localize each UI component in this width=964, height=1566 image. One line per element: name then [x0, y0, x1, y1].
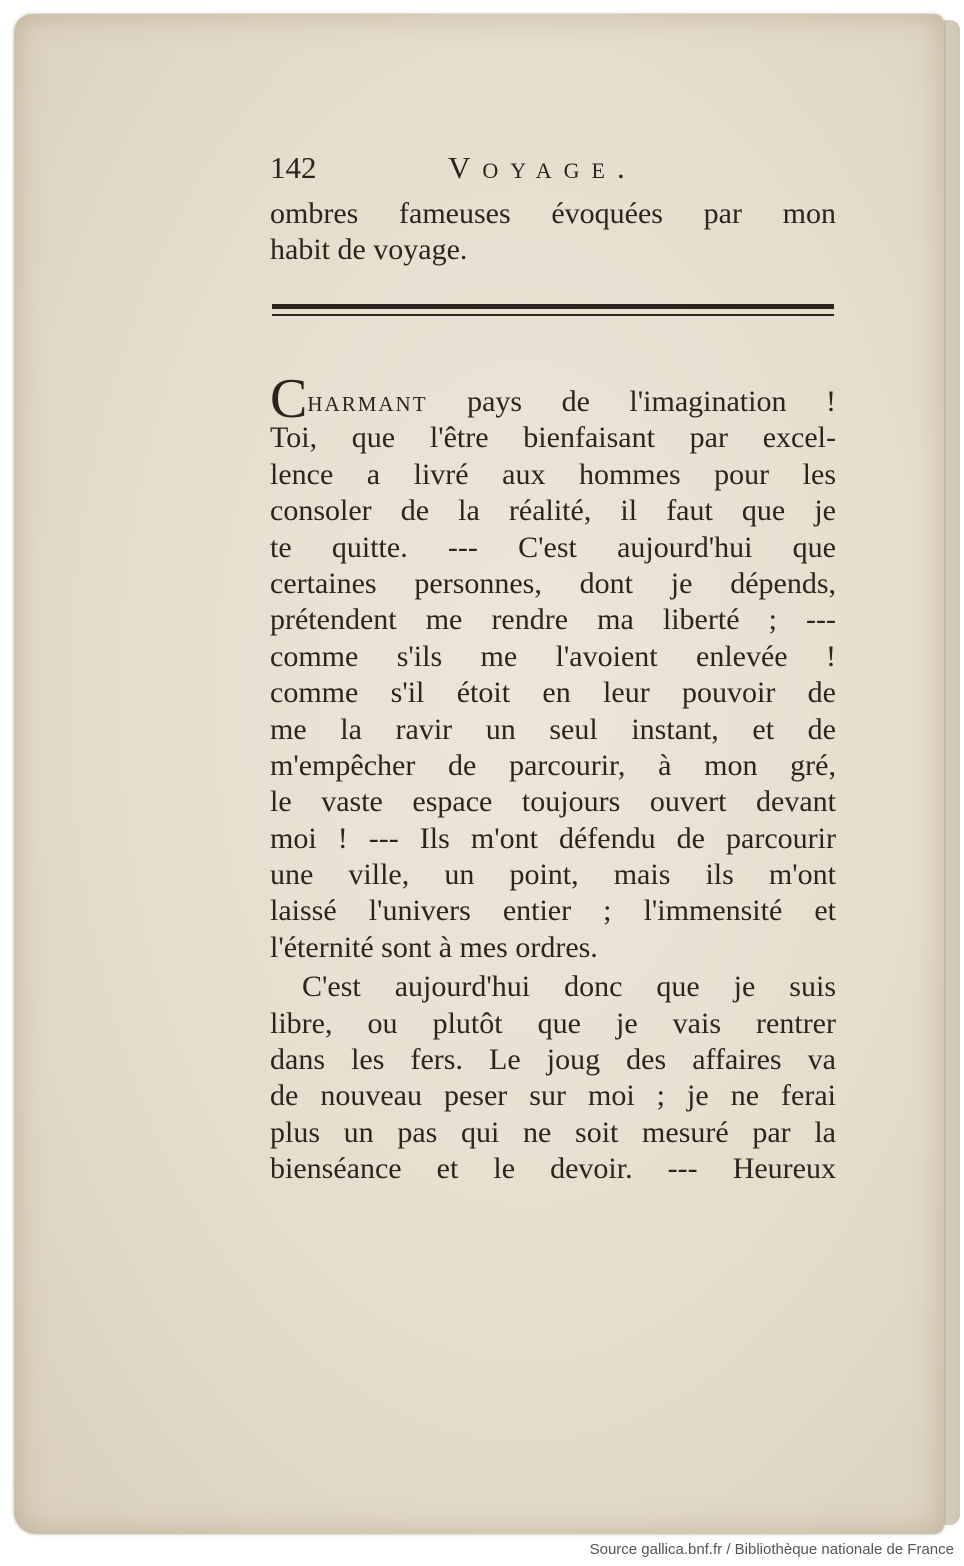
text-line: une ville, un point, mais ils m'ont — [270, 858, 836, 892]
text-line: m'empêcher de parcourir, à mon gré, — [270, 748, 836, 782]
text-line: comme s'il étoit en leur pouvoir de — [270, 676, 836, 710]
text-line: me la ravir un seul instant, et de — [270, 712, 836, 746]
paragraph-1 — [270, 420, 836, 966]
carryover-text — [270, 196, 836, 268]
text-line: lence a livré aux hommes pour les — [270, 457, 836, 491]
text-line: ombres fameuses évoquées par mon — [270, 197, 836, 230]
divider-thick-line — [272, 304, 834, 309]
first-word-smallcaps: harmant — [307, 385, 428, 418]
drop-initial: C — [270, 368, 308, 430]
text-line: laissé l'univers entier ; l'immensité et — [270, 894, 836, 928]
text-line: moi ! --- Ils m'ont défendu de parcourir — [270, 821, 836, 855]
first-line-rest: pays de l'imagination ! — [427, 385, 836, 418]
paragraph-2 — [270, 969, 836, 1187]
text-line: consoler de la réalité, il faut que je — [270, 494, 836, 528]
text-line: certaines personnes, dont je dépends, — [270, 566, 836, 600]
text-line: comme s'ils me l'avoient enlevée ! — [270, 639, 836, 673]
text-line: libre, ou plutôt que je vais rentrer — [270, 1006, 836, 1040]
running-title: Voyage. — [448, 150, 637, 185]
text-line: dans les fers. Le joug des affaires va — [270, 1043, 836, 1077]
section-body — [270, 368, 836, 1188]
page-number: 142 — [270, 150, 317, 185]
text-line: prétendent me rendre ma liberté ; --- — [270, 603, 836, 637]
text-line: le vaste espace toujours ouvert devant — [270, 785, 836, 819]
text-line: plus un pas qui ne soit mesuré par la — [270, 1115, 836, 1149]
source-credit: Source gallica.bnf.fr / Bibliothèque nationale de France — [589, 1541, 954, 1558]
first-line — [270, 368, 836, 430]
text-line: Toi, que l'être bienfaisant par excel- — [270, 421, 836, 455]
text-line: l'éternité sont à mes ordres. — [270, 930, 598, 964]
text-line: habit de voyage. — [270, 233, 468, 266]
text-line: bienséance et le devoir. --- Heureux — [270, 1152, 836, 1186]
text-line: de nouveau peser sur moi ; je ne ferai — [270, 1079, 836, 1113]
text-line: te quitte. --- C'est aujourd'hui que — [270, 530, 836, 564]
text-line: C'est aujourd'hui donc que je suis — [302, 970, 836, 1004]
section-divider-rule — [272, 304, 834, 318]
divider-thin-line — [272, 314, 834, 316]
page-header — [270, 150, 850, 190]
